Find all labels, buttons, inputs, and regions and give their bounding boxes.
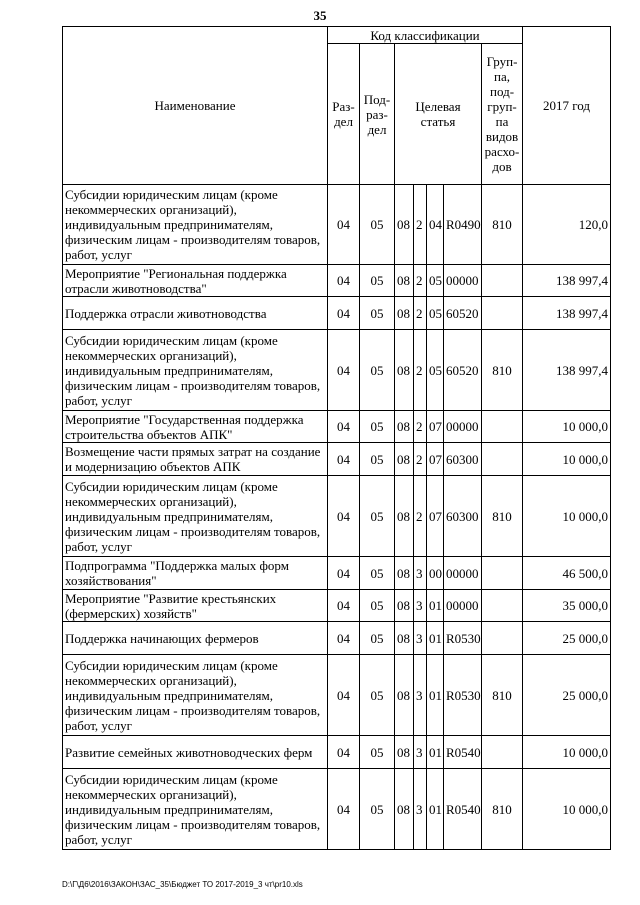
row-razdel: 04 <box>328 622 360 655</box>
row-target-subprogram: 2 <box>414 185 427 265</box>
table-row <box>63 330 611 411</box>
row-target-subprogram: 3 <box>414 769 427 850</box>
row-name: Развитие семейных животноводческих ферм <box>63 736 328 769</box>
row-target-program: 08 <box>395 622 414 655</box>
row-target-program: 08 <box>395 655 414 736</box>
row-target-program: 08 <box>395 265 414 297</box>
row-podrazdel: 05 <box>360 443 395 476</box>
row-amount: 10 000,0 <box>523 443 611 476</box>
row-target-program: 08 <box>395 411 414 443</box>
row-podrazdel: 05 <box>360 736 395 769</box>
row-amount: 138 997,4 <box>523 330 611 411</box>
row-target-subprogram: 2 <box>414 443 427 476</box>
row-expense-group <box>482 265 523 297</box>
header-code: Код классификации <box>328 27 523 44</box>
row-target-event: 05 <box>427 330 444 411</box>
row-target-code: 00000 <box>444 411 482 443</box>
table-row <box>63 476 611 557</box>
row-target-subprogram: 2 <box>414 330 427 411</box>
table-row <box>63 557 611 590</box>
row-target-code: R0530 <box>444 655 482 736</box>
row-target-program: 08 <box>395 330 414 411</box>
row-target-code: R0540 <box>444 769 482 850</box>
table-row <box>63 297 611 330</box>
row-target-program: 08 <box>395 590 414 622</box>
row-target-code: 60520 <box>444 330 482 411</box>
table-row <box>63 590 611 622</box>
row-expense-group: 810 <box>482 769 523 850</box>
row-name: Субсидии юридическим лицам (кроме некоммерческих организаций), индивидуальным предпринимателям, физическим лицам - производителям товаров, работ, услуг <box>63 655 328 736</box>
row-target-subprogram: 2 <box>414 297 427 330</box>
row-amount: 46 500,0 <box>523 557 611 590</box>
row-name: Субсидии юридическим лицам (кроме некоммерческих организаций), индивидуальным предпринимателям, физическим лицам - производителям товаров, работ, услуг <box>63 769 328 850</box>
row-podrazdel: 05 <box>360 476 395 557</box>
row-target-code: 00000 <box>444 590 482 622</box>
row-podrazdel: 05 <box>360 622 395 655</box>
row-target-event: 05 <box>427 297 444 330</box>
row-target-code: 00000 <box>444 557 482 590</box>
row-target-event: 04 <box>427 185 444 265</box>
row-target-code: 60520 <box>444 297 482 330</box>
row-amount: 25 000,0 <box>523 655 611 736</box>
table-row <box>63 622 611 655</box>
row-razdel: 04 <box>328 736 360 769</box>
row-expense-group: 810 <box>482 476 523 557</box>
row-target-event: 07 <box>427 411 444 443</box>
row-podrazdel: 05 <box>360 297 395 330</box>
row-expense-group <box>482 411 523 443</box>
row-target-program: 08 <box>395 476 414 557</box>
row-razdel: 04 <box>328 557 360 590</box>
row-podrazdel: 05 <box>360 185 395 265</box>
table-row <box>63 265 611 297</box>
row-amount: 120,0 <box>523 185 611 265</box>
row-name: Возмещение части прямых затрат на создание и модернизацию объектов АПК <box>63 443 328 476</box>
row-amount: 25 000,0 <box>523 622 611 655</box>
row-expense-group <box>482 297 523 330</box>
row-target-program: 08 <box>395 297 414 330</box>
row-name: Субсидии юридическим лицам (кроме некоммерческих организаций), индивидуальным предпринимателям, физическим лицам - производителям товаров, работ, услуг <box>63 330 328 411</box>
row-podrazdel: 05 <box>360 265 395 297</box>
row-target-program: 08 <box>395 736 414 769</box>
row-target-subprogram: 2 <box>414 265 427 297</box>
row-target-code: R0540 <box>444 736 482 769</box>
row-name: Поддержка отрасли животноводства <box>63 297 328 330</box>
row-name: Субсидии юридическим лицам (кроме некоммерческих организаций), индивидуальным предпринимателям, физическим лицам - производителям товаров, работ, услуг <box>63 476 328 557</box>
table-row <box>63 769 611 850</box>
row-target-event: 00 <box>427 557 444 590</box>
row-target-subprogram: 2 <box>414 411 427 443</box>
row-expense-group <box>482 736 523 769</box>
table-row <box>63 185 611 265</box>
row-target-event: 01 <box>427 736 444 769</box>
row-razdel: 04 <box>328 411 360 443</box>
row-target-subprogram: 3 <box>414 590 427 622</box>
row-name: Поддержка начинающих фермеров <box>63 622 328 655</box>
row-podrazdel: 05 <box>360 769 395 850</box>
row-podrazdel: 05 <box>360 655 395 736</box>
row-target-code: 00000 <box>444 265 482 297</box>
row-target-subprogram: 2 <box>414 476 427 557</box>
footer-file-path: D:\Г\Д6\2016\ЗАКОН\ЗАС_35\Бюджет ТО 2017-2019_3 чт\pr10.xls <box>62 880 303 889</box>
row-target-subprogram: 3 <box>414 736 427 769</box>
row-name: Мероприятие "Государственная поддержка строительства объектов АПК" <box>63 411 328 443</box>
page-number: 35 <box>313 8 327 23</box>
row-amount: 138 997,4 <box>523 265 611 297</box>
row-expense-group: 810 <box>482 185 523 265</box>
row-expense-group <box>482 590 523 622</box>
header-year: 2017 год <box>523 27 611 185</box>
row-amount: 10 000,0 <box>523 736 611 769</box>
header-razdel: Раз- дел <box>328 44 360 185</box>
row-podrazdel: 05 <box>360 590 395 622</box>
row-expense-group: 810 <box>482 330 523 411</box>
row-target-event: 05 <box>427 265 444 297</box>
row-target-code: R0490 <box>444 185 482 265</box>
row-amount: 35 000,0 <box>523 590 611 622</box>
row-target-subprogram: 3 <box>414 557 427 590</box>
row-target-code: 60300 <box>444 476 482 557</box>
row-expense-group: 810 <box>482 655 523 736</box>
header-name: Наименование <box>63 27 328 185</box>
row-razdel: 04 <box>328 330 360 411</box>
row-razdel: 04 <box>328 265 360 297</box>
row-target-code: R0530 <box>444 622 482 655</box>
table-row <box>63 655 611 736</box>
header-row-top <box>63 27 611 44</box>
row-target-program: 08 <box>395 769 414 850</box>
row-target-program: 08 <box>395 185 414 265</box>
row-target-event: 07 <box>427 443 444 476</box>
header-group: Груп- па, под- груп- па видов расхо- дов <box>482 44 523 185</box>
row-target-event: 01 <box>427 769 444 850</box>
row-target-event: 01 <box>427 655 444 736</box>
row-name: Субсидии юридическим лицам (кроме некоммерческих организаций), индивидуальным предпринимателям, физическим лицам - производителям товаров, работ, услуг <box>63 185 328 265</box>
row-amount: 10 000,0 <box>523 769 611 850</box>
row-target-event: 07 <box>427 476 444 557</box>
header-podrazdel: Под- раз- дел <box>360 44 395 185</box>
row-razdel: 04 <box>328 443 360 476</box>
row-expense-group <box>482 443 523 476</box>
row-podrazdel: 05 <box>360 330 395 411</box>
row-razdel: 04 <box>328 590 360 622</box>
row-amount: 10 000,0 <box>523 411 611 443</box>
row-name: Мероприятие "Региональная поддержка отрасли животноводства" <box>63 265 328 297</box>
row-expense-group <box>482 622 523 655</box>
row-target-code: 60300 <box>444 443 482 476</box>
row-name: Подпрограмма "Поддержка малых форм хозяйствования" <box>63 557 328 590</box>
row-podrazdel: 05 <box>360 557 395 590</box>
row-amount: 10 000,0 <box>523 476 611 557</box>
row-name: Мероприятие "Развитие крестьянских (фермерских) хозяйств" <box>63 590 328 622</box>
table-row <box>63 443 611 476</box>
row-target-program: 08 <box>395 443 414 476</box>
row-target-program: 08 <box>395 557 414 590</box>
row-razdel: 04 <box>328 655 360 736</box>
row-target-event: 01 <box>427 622 444 655</box>
header-target: Целевая статья <box>395 44 482 185</box>
table-row <box>63 736 611 769</box>
row-razdel: 04 <box>328 185 360 265</box>
row-razdel: 04 <box>328 476 360 557</box>
row-razdel: 04 <box>328 297 360 330</box>
row-razdel: 04 <box>328 769 360 850</box>
row-target-event: 01 <box>427 590 444 622</box>
budget-table <box>62 26 611 850</box>
row-expense-group <box>482 557 523 590</box>
row-amount: 138 997,4 <box>523 297 611 330</box>
table-row <box>63 411 611 443</box>
row-target-subprogram: 3 <box>414 655 427 736</box>
row-podrazdel: 05 <box>360 411 395 443</box>
row-target-subprogram: 3 <box>414 622 427 655</box>
